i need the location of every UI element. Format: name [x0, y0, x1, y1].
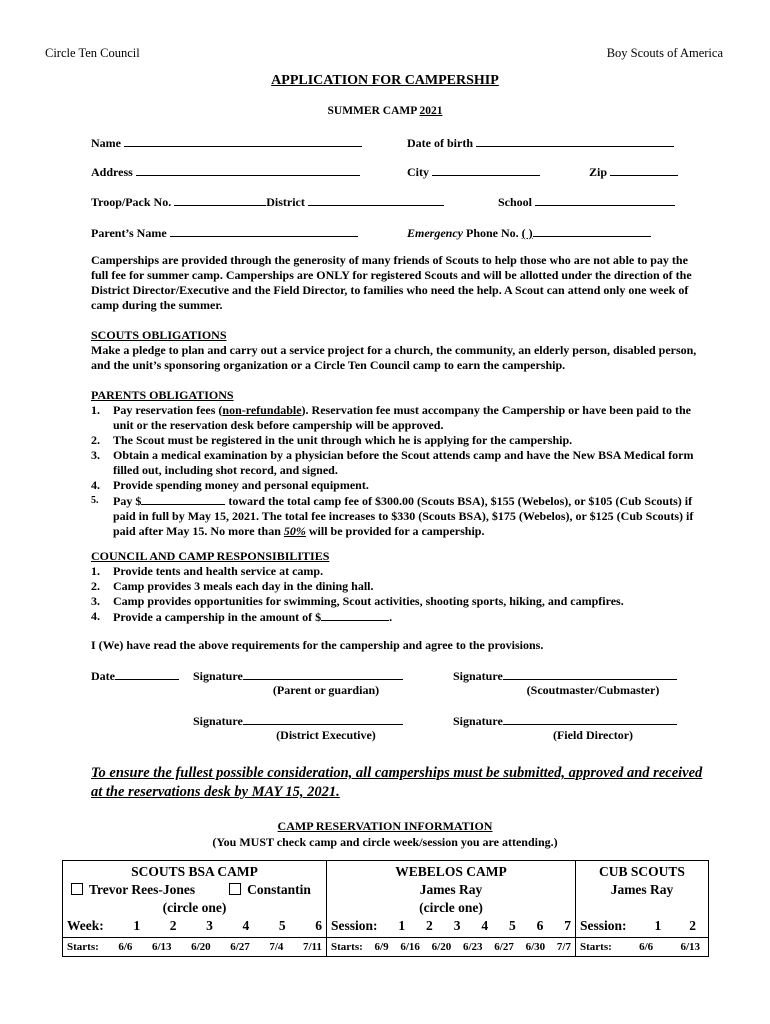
list-item: 4. Provide a campership in the amount of $ . — [91, 609, 393, 624]
district-signature-field[interactable] — [193, 713, 403, 729]
header-bsa: Boy Scouts of America — [606, 46, 723, 60]
signature-label: Signature — [453, 714, 503, 728]
district-label: District — [266, 195, 305, 209]
week-option[interactable]: 4 — [242, 918, 250, 933]
school-line[interactable] — [535, 194, 675, 206]
webelos-camp-name: James Ray — [419, 882, 483, 897]
school-field[interactable] — [498, 194, 675, 210]
date-line[interactable] — [115, 668, 179, 680]
cub-session-row: Session: 1 2 — [580, 918, 696, 933]
city-label: City — [407, 165, 429, 179]
week-option[interactable]: 1 — [133, 918, 141, 933]
camp-option-constantin[interactable]: Constantin — [229, 881, 311, 899]
scouts-bsa-cell — [63, 861, 327, 938]
signature-label: Signature — [193, 714, 243, 728]
page-title: APPLICATION FOR CAMPERSHIP — [271, 73, 499, 88]
parents-heading: PARENTS OBLIGATIONS — [91, 388, 234, 402]
campership-amount-line[interactable] — [321, 609, 389, 621]
camp-reservation-table — [62, 860, 709, 957]
subtitle-year: 2021 — [419, 105, 443, 117]
phone-paren: ( ) — [521, 226, 533, 240]
cub-scouts-title: CUB SCOUTS — [599, 864, 685, 879]
webelos-starts-cell — [327, 938, 576, 957]
webelos-title: WEBELOS CAMP — [395, 864, 507, 879]
dob-line[interactable] — [476, 135, 674, 147]
subtitle-prefix: SUMMER CAMP — [327, 105, 420, 117]
scoutmaster-signature-line[interactable] — [503, 668, 677, 680]
emergency-label: Emergency — [407, 226, 463, 240]
pay-amount-line[interactable] — [141, 493, 225, 505]
city-line[interactable] — [432, 164, 540, 176]
address-field[interactable] — [91, 164, 360, 180]
parent-caption: (Parent or guardian) — [272, 683, 380, 697]
session-option[interactable]: 2 — [426, 918, 433, 933]
reservation-heading: CAMP RESERVATION INFORMATION — [277, 819, 493, 833]
name-field[interactable] — [91, 135, 362, 151]
week-option[interactable]: 5 — [278, 918, 286, 933]
troop-label: Troop/Pack No. — [91, 195, 172, 209]
camp-option-trevor[interactable]: Trevor Rees-Jones — [71, 881, 195, 899]
cub-scouts-cell — [576, 861, 709, 938]
week-option[interactable]: 2 — [169, 918, 177, 933]
scoutmaster-signature-field[interactable] — [453, 668, 677, 684]
cub-starts-row: Starts: 6/6 6/13 — [580, 941, 700, 953]
parent-line[interactable] — [170, 225, 358, 237]
week-option[interactable]: 3 — [206, 918, 213, 933]
session-row: Session: 1 2 3 4 5 6 7 — [331, 918, 571, 933]
list-item: 3. Obtain a medical examination by a physician before the Scout attends camp and have the New BSA Medical form filled out, including shot record, and signed. — [91, 448, 694, 477]
list-item: 2. Camp provides 3 meals each day in the dining hall. — [91, 579, 374, 593]
field-director-signature-field[interactable] — [453, 713, 677, 729]
council-heading: COUNCIL AND CAMP RESPONSIBILITIES — [91, 549, 330, 563]
list-item: 5. Pay $ toward the total camp fee of $300.00 (Scouts BSA), $155 (Webelos), or $105 (Cub Scouts) if paid in full by May 15, 2021. The total fee increases to $330 (Scouts BSA), $175 (Webelos), or $125 (Cub Scouts) if paid after May 15. No more than 50% will be provided for a campership. — [91, 494, 694, 538]
parent-signature-field[interactable] — [193, 668, 403, 684]
scouts-obligations — [91, 328, 703, 373]
dob-label: Date of birth — [407, 136, 473, 150]
submission-notice: To ensure the fullest possible consideration, all camperships must be submitted, approved and received at the reservations desk by MAY 15, 2021. — [91, 765, 703, 800]
scouts-heading: SCOUTS OBLIGATIONS — [91, 328, 227, 342]
name-line[interactable] — [124, 135, 362, 147]
scouts-starts-row: Starts: 6/6 6/13 6/20 6/27 7/4 7/11 — [67, 941, 322, 953]
district-signature-line[interactable] — [243, 713, 403, 725]
zip-field[interactable] — [589, 164, 678, 180]
checkbox-icon[interactable] — [229, 883, 241, 895]
session-option[interactable]: 6 — [536, 918, 544, 933]
cub-camp-name: James Ray — [610, 882, 674, 897]
session-option[interactable]: 3 — [453, 918, 461, 933]
signature-label: Signature — [193, 669, 243, 683]
circle-one-label: (circle one) — [162, 900, 227, 915]
week-option[interactable]: 6 — [315, 918, 322, 933]
session-option[interactable]: 4 — [481, 918, 489, 933]
phone-line[interactable] — [533, 225, 651, 237]
phone-field[interactable] — [407, 225, 651, 241]
list-item: 1. Provide tents and health service at camp. — [91, 564, 324, 578]
city-field[interactable] — [407, 164, 540, 180]
date-label: Date — [91, 669, 115, 683]
council-responsibilities — [91, 549, 703, 625]
address-label: Address — [91, 165, 133, 179]
list-item: 2. The Scout must be registered in the unit through which he is applying for the campership. — [91, 433, 573, 447]
address-line[interactable] — [136, 164, 360, 176]
parent-label: Parent’s Name — [91, 226, 167, 240]
troop-field[interactable] — [91, 194, 444, 210]
scouts-starts-cell — [63, 938, 327, 957]
signature-label: Signature — [453, 669, 503, 683]
name-label: Name — [91, 136, 121, 150]
cub-starts-cell — [576, 938, 709, 957]
session-option[interactable]: 5 — [508, 918, 516, 933]
list-item: 4. Provide spending money and personal equipment. — [91, 478, 369, 492]
field-director-signature-line[interactable] — [503, 713, 677, 725]
session-option[interactable]: 2 — [689, 918, 696, 933]
reservation-subheading: (You MUST check camp and circle week/session you are attending.) — [212, 835, 558, 849]
intro-paragraph: Camperships are provided through the generosity of many friends of Scouts to help those who are not able to pay the full fee for summer camp. Camperships are ONLY for registered Scouts and will be allotted under the direction of the District Director/Executive and the Field Director, to families who need the help. A Scout can attend only one week of camp during the summer. — [91, 253, 692, 312]
field-director-caption: (Field Director) — [552, 728, 634, 742]
circle-one-label: (circle one) — [419, 900, 483, 915]
parent-field[interactable] — [91, 225, 358, 241]
parents-obligations — [91, 388, 703, 539]
webelos-cell — [327, 861, 576, 938]
session-option[interactable]: 7 — [564, 918, 571, 933]
list-item: 1. Pay reservation fees (non-refundable). Reservation fee must accompany the Campership or have been paid to the unit or the reservation desk before campership will be approved. — [91, 403, 691, 432]
troop-line[interactable] — [174, 194, 266, 206]
header-council: Circle Ten Council — [45, 46, 140, 60]
session-option[interactable]: 1 — [654, 918, 662, 933]
school-label: School — [498, 195, 533, 209]
week-row: Week: 1 2 3 4 5 6 — [67, 918, 322, 933]
checkbox-icon[interactable] — [71, 883, 83, 895]
date-signature-field[interactable] — [91, 668, 179, 684]
district-line[interactable] — [308, 194, 444, 206]
session-option[interactable]: 1 — [398, 918, 406, 933]
page-subtitle — [0, 105, 770, 117]
scoutmaster-caption: (Scoutmaster/Cubmaster) — [526, 683, 660, 697]
phone-label: Phone No. — [466, 226, 519, 240]
district-caption: (District Executive) — [276, 728, 376, 742]
scouts-bsa-title: SCOUTS BSA CAMP — [131, 864, 258, 879]
scouts-text: Make a pledge to plan and carry out a service project for a church, the community, an elderly person, disabled person, and the unit’s sponsoring organization or a Circle Ten Council camp to earn the campership. — [91, 343, 697, 372]
dob-field[interactable] — [407, 135, 674, 151]
webelos-starts-row: Starts: 6/9 6/16 6/20 6/23 6/27 6/30 7/7 — [331, 941, 571, 953]
agreement-text: I (We) have read the above requirements for the campership and agree to the provisions. — [91, 638, 544, 652]
parent-signature-line[interactable] — [243, 668, 403, 680]
zip-label: Zip — [589, 165, 608, 179]
list-item: 3. Camp provides opportunities for swimming, Scout activities, shooting sports, hiking, and campfires. — [91, 594, 624, 608]
zip-line[interactable] — [610, 164, 678, 176]
